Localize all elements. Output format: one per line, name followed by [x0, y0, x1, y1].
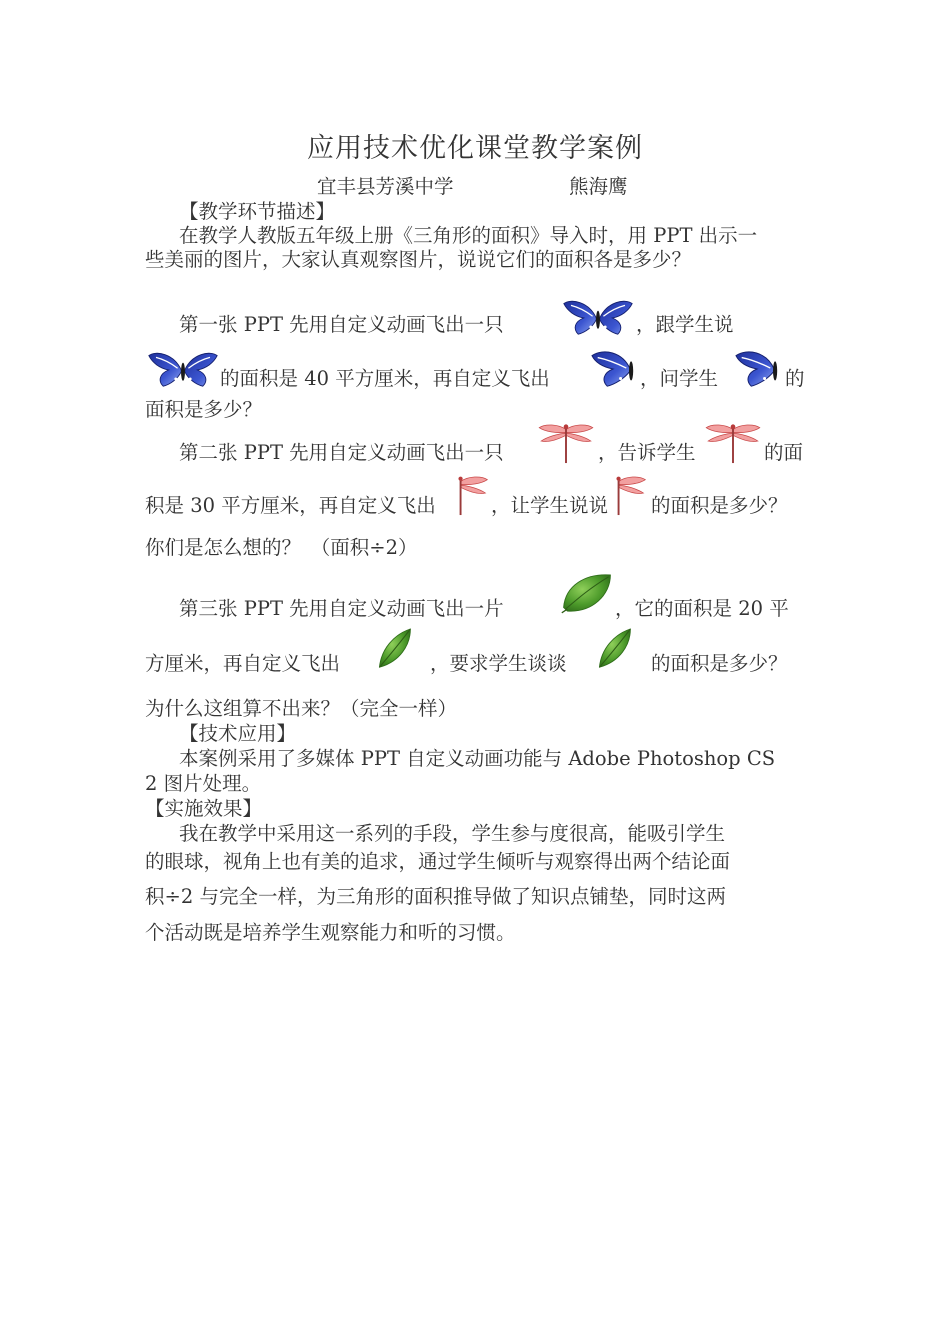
document-title: 应用技术优化课堂教学案例	[307, 133, 643, 164]
section-heading-effect: 【实施效果】	[145, 797, 263, 820]
effect-line-2: 的眼球，视角上也有美的追求，通过学生倾听与观察得出两个结论面	[145, 850, 731, 873]
slide1-line2-c: 的	[785, 367, 805, 390]
slide2-line1-b: ，告诉学生	[598, 441, 696, 464]
slide3-line3: 为什么这组算不出来？（完全一样）	[145, 697, 458, 720]
section-heading-technology: 【技术应用】	[179, 722, 297, 745]
dragonfly-icon	[703, 420, 763, 464]
slide3-line2-c: 的面积是多少？	[651, 652, 788, 675]
slide3-line2-b: ，要求学生谈谈	[430, 652, 567, 675]
effect-line-1: 我在教学中采用这一系列的手段，学生参与度很高，能吸引学生	[179, 822, 726, 845]
intro-line-1: 在教学人教版五年级上册《三角形的面积》导入时，用 PPT 出示一	[179, 224, 758, 247]
slide3-line1-b: ，它的面积是 20 平	[615, 597, 789, 620]
slide1-line1-b: ，跟学生说	[636, 313, 734, 336]
slide3-line2-a: 方厘米，再自定义飞出	[145, 652, 341, 675]
leaf-icon	[560, 570, 614, 616]
slide3-line1-a: 第三张 PPT 先用自定义动画飞出一片	[179, 597, 504, 620]
half-butterfly-icon	[730, 348, 782, 390]
school-name: 宜丰县芳溪中学	[317, 175, 454, 198]
half-butterfly-icon	[587, 348, 637, 390]
slide1-line2-a: 的面积是 40 平方厘米，再自定义飞出	[220, 367, 550, 390]
half-leaf-icon	[374, 626, 414, 672]
slide2-line2-a: 积是 30 平方厘米，再自定义飞出	[145, 494, 436, 517]
butterfly-icon	[147, 350, 219, 390]
slide2-line2-c: 的面积是多少？	[651, 494, 788, 517]
slide1-line3: 面积是多少？	[145, 398, 263, 421]
half-dragonfly-icon	[614, 472, 648, 516]
half-dragonfly-icon	[456, 472, 490, 516]
technology-line-2: 2 图片处理。	[145, 772, 262, 795]
slide2-line2-b: ，让学生说说	[491, 494, 609, 517]
author-name: 熊海鹰	[569, 175, 628, 198]
slide1-line1-a: 第一张 PPT 先用自定义动画飞出一只	[179, 313, 504, 336]
technology-line-1: 本案例采用了多媒体 PPT 自定义动画功能与 Adobe Photoshop CS	[179, 747, 776, 770]
dragonfly-icon	[536, 420, 596, 464]
slide2-line1-a: 第二张 PPT 先用自定义动画飞出一只	[179, 441, 504, 464]
half-leaf-icon	[594, 626, 634, 672]
intro-line-2: 些美丽的图片，大家认真观察图片，说说它们的面积各是多少？	[145, 248, 692, 271]
slide2-line1-c: 的面	[764, 441, 804, 464]
section-heading-description: 【教学环节描述】	[179, 200, 336, 223]
slide2-line3: 你们是怎么想的？ （面积÷2）	[145, 536, 418, 559]
effect-line-3: 积÷2 与完全一样，为三角形的面积推导做了知识点铺垫，同时这两	[145, 885, 726, 908]
slide1-line2-b: ，问学生	[640, 367, 719, 390]
effect-line-4: 个活动既是培养学生观察能力和听的习惯。	[145, 921, 516, 944]
butterfly-icon	[562, 298, 634, 338]
